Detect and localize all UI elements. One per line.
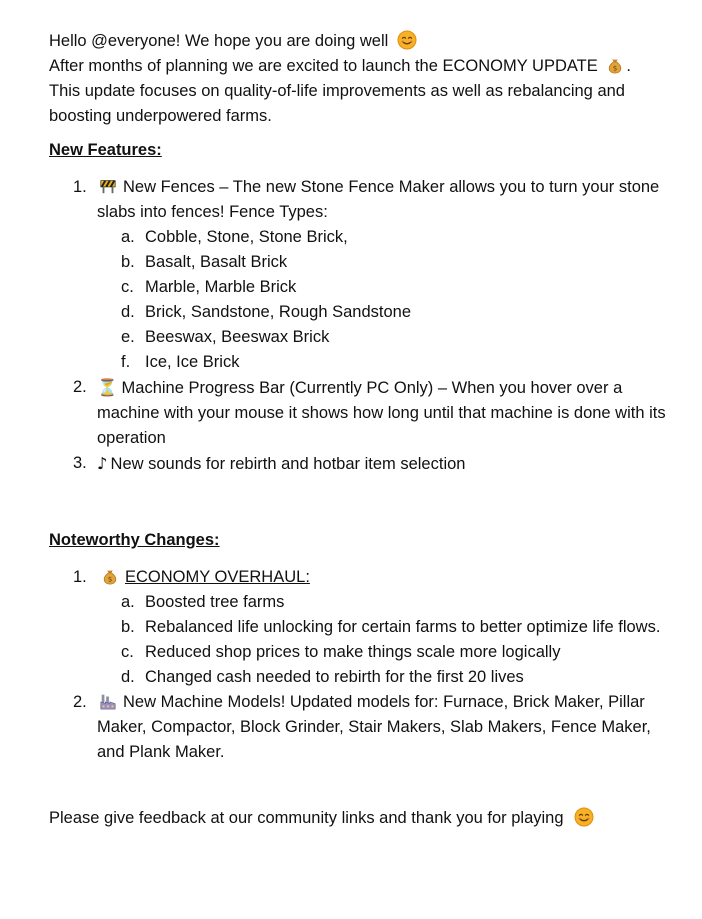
list-number: 1. bbox=[73, 178, 87, 196]
launch-text: After months of planning we are excited to launch the ECONOMY UPDATE bbox=[49, 57, 598, 75]
launch-line bbox=[49, 54, 669, 79]
sub-list-text: Cobble, Stone, Stone Brick, bbox=[145, 228, 348, 246]
list-item bbox=[49, 375, 669, 451]
list-item-text: ECONOMY OVERHAUL: bbox=[125, 568, 310, 586]
sub-list-item bbox=[97, 225, 669, 250]
sub-list-text: Brick, Sandstone, Rough Sandstone bbox=[145, 303, 412, 321]
svg-text:$: $ bbox=[107, 574, 113, 584]
sub-list-item bbox=[97, 590, 669, 615]
list-number: 1. bbox=[73, 568, 87, 586]
sub-list-item bbox=[97, 640, 669, 665]
focus-line: This update focuses on quality-of-life improvements as well as rebalancing and boosting underpowered farms. bbox=[49, 82, 625, 125]
new-features-heading: New Features: bbox=[49, 141, 162, 159]
list-number: 2. bbox=[73, 693, 87, 711]
sub-list-item bbox=[97, 250, 669, 275]
sub-list-letter: f. bbox=[121, 353, 131, 371]
announcement-document bbox=[49, 29, 669, 765]
new-features-list bbox=[49, 175, 669, 477]
closing-line bbox=[49, 806, 596, 831]
factory-icon bbox=[99, 692, 117, 710]
fence-types-list bbox=[97, 225, 669, 375]
greeting-line bbox=[49, 29, 669, 54]
sub-list-text: Rebalanced life unlocking for certain farms to better optimize life flows. bbox=[145, 618, 661, 636]
music-note-icon: ♪ bbox=[97, 454, 108, 473]
sub-list-letter: c. bbox=[121, 278, 134, 296]
sub-list-letter: c. bbox=[121, 643, 134, 661]
sub-list-text: Marble, Marble Brick bbox=[145, 278, 297, 296]
list-item bbox=[49, 175, 669, 375]
sub-list-item bbox=[97, 665, 669, 690]
launch-period: . bbox=[626, 57, 631, 75]
sub-list-letter: b. bbox=[121, 618, 135, 636]
construction-icon bbox=[99, 177, 117, 195]
sub-list-text: Reduced shop prices to make things scale more logically bbox=[145, 643, 561, 661]
sub-list-item bbox=[97, 350, 669, 375]
sub-list-text: Ice, Ice Brick bbox=[145, 353, 240, 371]
greeting-text: Hello @everyone! We hope you are doing well bbox=[49, 32, 389, 50]
closing-text: Please give feedback at our community links and thank you for playing bbox=[49, 809, 564, 827]
list-item-text: New sounds for rebirth and hotbar item selection bbox=[110, 455, 466, 473]
sub-list-letter: d. bbox=[121, 303, 135, 321]
svg-text:$: $ bbox=[613, 63, 618, 73]
sub-list-letter: a. bbox=[121, 593, 135, 611]
money-bag-icon bbox=[606, 56, 624, 74]
sub-list-item bbox=[97, 325, 669, 350]
list-item bbox=[49, 565, 669, 690]
sub-list-letter: b. bbox=[121, 253, 135, 271]
list-number: 2. bbox=[73, 378, 87, 396]
sub-list-text: Boosted tree farms bbox=[145, 593, 285, 611]
sub-list-letter: e. bbox=[121, 328, 135, 346]
hourglass-icon: ⏳ bbox=[97, 378, 118, 397]
list-number: 3. bbox=[73, 454, 87, 472]
sub-list-text: Changed cash needed to rebirth for the first 20 lives bbox=[145, 668, 524, 686]
smiling-face-icon bbox=[397, 30, 417, 50]
intro-section bbox=[49, 29, 669, 129]
noteworthy-changes-heading: Noteworthy Changes: bbox=[49, 531, 220, 549]
noteworthy-changes-list bbox=[49, 565, 669, 765]
sub-list-item bbox=[97, 275, 669, 300]
economy-overhaul-title bbox=[97, 568, 310, 586]
sub-list-text: Basalt, Basalt Brick bbox=[145, 253, 288, 271]
sub-list-item bbox=[97, 615, 669, 640]
list-item-text: New Machine Models! Updated models for: Furnace, Brick Maker, Pillar Maker, Compactor, Block Grinder, Stair Makers, Slab Makers, Fence Maker, and Plank Maker. bbox=[97, 693, 651, 761]
list-item bbox=[49, 690, 669, 765]
list-item bbox=[49, 451, 669, 477]
economy-changes-list bbox=[97, 590, 669, 690]
smiling-face-icon bbox=[574, 807, 594, 827]
sub-list-letter: a. bbox=[121, 228, 135, 246]
money-bag-icon bbox=[101, 567, 119, 585]
list-item-text: Machine Progress Bar (Currently PC Only) – When you hover over a machine with your mouse it shows how long until that machine is done with its operation bbox=[97, 379, 666, 447]
sub-list-text: Beeswax, Beeswax Brick bbox=[145, 328, 330, 346]
list-item-text: New Fences – The new Stone Fence Maker allows you to turn your stone slabs into fences! Fence Types: bbox=[97, 178, 660, 221]
sub-list-item bbox=[97, 300, 669, 325]
sub-list-letter: d. bbox=[121, 668, 135, 686]
